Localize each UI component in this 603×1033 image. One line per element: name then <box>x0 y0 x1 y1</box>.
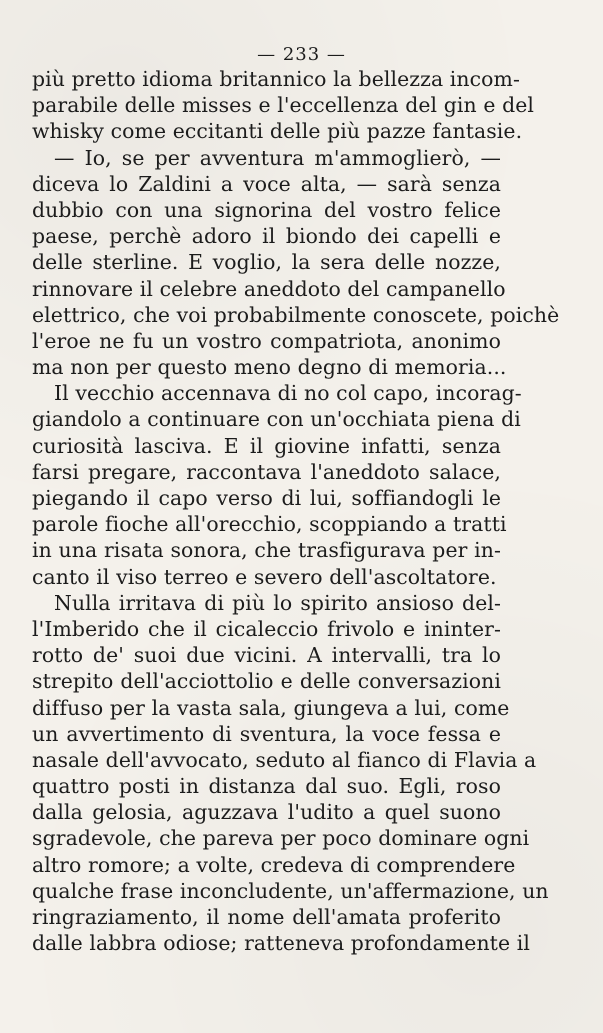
text-line: delle sterline. E voglio, la sera delle nozze, <box>32 250 501 275</box>
text-line: un avvertimento di sventura, la voce fessa e <box>32 721 501 746</box>
text-line: l'eroe ne fu un vostro compatriota, anonimo <box>32 328 501 353</box>
text-line: ringraziamento, il nome dell'amata proferito <box>32 905 501 929</box>
text-line: farsi pregare, raccontava l'aneddoto salace, <box>32 459 501 484</box>
text-line: giandolo a continuare con un'occhiata piena di <box>32 407 521 432</box>
text-line: altro romore; a volte, credeva di comprendere <box>32 852 516 877</box>
text-line: rinnovare il celebre aneddoto del campanello <box>32 276 506 301</box>
text-line: in una risata sonora, che trasfigurava per in- <box>32 538 501 563</box>
text-line: parabile delle misses e l'eccellenza del gin e del <box>32 93 535 118</box>
text-line: quattro posti in distanza dal suo. Egli, roso <box>32 774 501 799</box>
text-line: nasale dell'avvocato, seduto al fianco di Flavia a <box>32 747 537 772</box>
text-line: l'Imberido che il cicaleccio frivolo e ininter- <box>32 616 501 641</box>
text-line: dalla gelosia, aguzzava l'udito a quel suono <box>32 800 501 825</box>
text-line: rotto de' suoi due vicini. A intervalli, tra lo <box>32 643 501 668</box>
text-line: Nulla irritava di più lo spirito ansioso del- <box>54 590 501 615</box>
text-line: qualche frase inconcludente, un'affermazione, un <box>32 878 549 903</box>
text-line: diceva lo Zaldini a voce alta, — sarà senza <box>32 171 501 196</box>
text-line: elettrico, che voi probabilmente conoscete, poichè <box>32 302 560 327</box>
text-line: — Io, se per avventura m'ammoglierò, — <box>54 145 501 170</box>
text-line: parole fioche all'orecchio, scoppiando a tratti <box>32 512 507 537</box>
text-line: sgradevole, che pareva per poco dominare ogni <box>32 826 530 851</box>
body-text <box>32 66 560 956</box>
text-line: Il vecchio accennava di no col capo, incorag- <box>54 381 522 406</box>
text-line: canto il viso terreo e severo dell'ascoltatore. <box>32 564 497 589</box>
text-line: whisky come eccitanti delle più pazze fantasie. <box>32 119 523 144</box>
text-line: piegando il capo verso di lui, soffiandogli le <box>32 486 501 510</box>
page-number: — 233 — <box>257 44 346 65</box>
text-line: curiosità lasciva. E il giovine infatti, senza <box>32 433 501 458</box>
text-line: strepito dell'acciottolio e delle conversazioni <box>32 669 501 694</box>
text-line: dubbio con una signorina del vostro felice <box>32 197 501 222</box>
text-line: ma non per questo meno degno di memoria... <box>32 355 507 380</box>
text-line: più pretto idioma britannico la bellezza incom- <box>32 67 520 91</box>
text-line: paese, perchè adoro il biondo dei capelli e <box>32 224 501 249</box>
text-line: dalle labbra odiose; ratteneva profondamente il <box>32 931 530 956</box>
text-line: diffuso per la vasta sala, giungeva a lui, come <box>32 695 510 720</box>
